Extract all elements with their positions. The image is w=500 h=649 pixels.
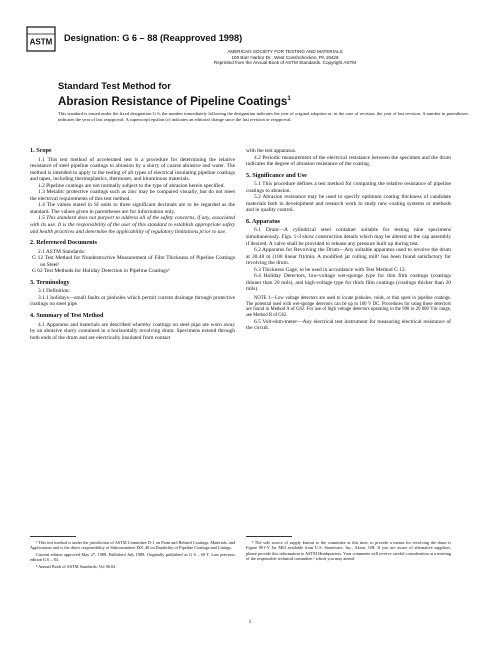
paragraph: 2.1 ASTM Standards:	[38, 248, 86, 255]
paragraph: 1.2 Pipeline coatings are not normally subject to the type of abrasion herein specified.	[38, 182, 225, 189]
footnote: ¹ This test method is under the jurisdiction of ASTM Committee D-1 on Paint and Related Coatings, Materials, and Applications and is the direct responsibility of Subcommittee D01.48 on Durability of Pipeline Coatings and Linings.	[30, 540, 235, 551]
note-paragraph: NOTE 1—Low voltage detectors are used to locate pinholes, voids, or thin spots in pipeline coatings. The potential used with wet-sponge detectors can be up to 100 V DC. Procedures for using these detectors are found in Method A of G62. For use of high voltage detectors operating in the 900 to 20 000 Vdc range, see Method B of G62.	[246, 295, 451, 319]
footnote-rule-right	[246, 536, 292, 537]
paragraph: 6.2 Apparatus for Revolving the Drum—Any suitable apparatus used to revolve the drum at 30.48 m (100 linear ft)/min. A modified jar rolling mill³ has been found satisfactory for revolving the drum.	[246, 247, 451, 267]
document-title	[58, 80, 478, 109]
paragraph: 3.1 Definition:	[38, 288, 71, 295]
paragraph: 6.1 Drum—A cylindrical steel container suitable for testing nine specimens simultaneously. Figs. 1-3 show construction details which may be altered at the cap assembly if desired. A valve shall be provided to release any pressure built up during test.	[246, 227, 451, 247]
page-number: 1	[248, 619, 252, 625]
paragraph: 5.2 Abrasion resistance may be used to specify optimum coating thickness of candidate materials both in development and research work to study new coating systems or methods and in quality control.	[246, 194, 451, 214]
title-main: Abrasion Resistance of Pipeline Coatings	[58, 94, 288, 108]
section-heading: 6. Apparatus	[246, 217, 281, 225]
footnotes-right	[246, 540, 451, 563]
section-heading: 3. Terminology	[30, 278, 70, 286]
paragraph: 6.3 Thickness Gage, to be used in accordance with Test Method G 12.	[254, 266, 407, 273]
publisher-info	[150, 49, 420, 66]
footnote: ² Annual Book of ASTM Standards, Vol 06.02.	[36, 563, 117, 569]
paragraph: with the test apparatus.	[246, 148, 297, 154]
title-line-2	[58, 92, 478, 109]
paragraph: 1.3 Metallic protective coatings such as zinc may be compared visually, but do not meet the electrical requirements of this test method.	[30, 189, 235, 202]
publisher-line: Reprinted from the Annual Book of ASTM Standards. Copyright ASTM	[213, 60, 357, 66]
paragraph: 5.1 This procedure defines a test method for comparing the relative resistance of pipeline coatings to abrasion.	[246, 181, 451, 194]
title-footnote-mark: 1	[287, 96, 291, 102]
paragraph: 1.4 The values stated in SI units to three significant decimals are to be regarded as the standard. The values given in parentheses are for information only.	[30, 202, 235, 215]
footnote: Current edition approved May 27, 1988. Published July 1988. Originally published as G 6 – 69 T. Last previous edition G 6 – 83.	[30, 551, 235, 563]
right-column	[246, 148, 451, 332]
logo-text: ASTM	[29, 37, 53, 47]
left-column	[30, 148, 235, 341]
paragraph: 1.1 This test method of accelerated test is a procedure for determining the relative resistance of steel pipeline coatings to abrasion by a slurry of coarse abrasive and water. The method is intended to apply to the testing of all types of electrical insulating pipeline coatings and tapes, including thermoplastics, thermoset, and bituminous materials.	[30, 156, 235, 183]
paragraph: 6.4 Holiday Detectors, low-voltage wet-sponge type for thin film coatings (coatings thinner than 20 mils), and high-voltage type for thick film coatings (coatings thicker than 20 mils).	[246, 273, 451, 293]
publisher-line: AMERICAN SOCIETY FOR TESTING AND MATERIALS	[227, 49, 343, 54]
section-heading: 4. Summary of Test Method	[30, 312, 104, 320]
paragraph: 4.1 Apparatus and materials are described whereby coatings on steel pipe are worn away by an abrasive slurry contained in a horizontally revolving drum. Specimens extend through both ends of the drum and are electrically insulated from contact	[30, 321, 235, 341]
issuance-note: This standard is issued under the fixed designation G 6; the number immediately following the designation indicates the year of original adoption or, in the case of revision, the year of last revision. A number in parentheses indicates the year of last reapproval. A superscript epsilon (ε) indicates an editorial change since the last revision or reapproval.	[58, 111, 468, 123]
designation: Designation: G 6 – 88 (Reapproved 1998)	[64, 33, 243, 43]
paragraph: 1.5 This standard does not purport to address all of the safety concerns, if any, associated with its use. It is the responsibility of the user of this standard to establish appropriate safety and health practices and determine the applicability of regulatory limitations prior to use.	[30, 215, 235, 235]
paragraph: 4.2 Periodic measurement of the electrical resistance between the specimen and the drum indicates the degree of abrasion resistance of the coating.	[246, 154, 451, 168]
footnotes-left	[30, 540, 235, 570]
footnote-rule-left	[30, 536, 76, 537]
footnote: ³ The sole source of supply known to the committee at this time, to provide a means for revolving the drum is Figure 801-V Jar Mill available from U.S. Stoneware, Inc., Akron, OH. If you are aware of alternative suppliers, please provide this information to ASTM Headquarters. Your comments will receive careful consideration at a meeting of the responsible technical committee,¹ which you may attend.	[246, 540, 451, 562]
paragraph: 3.1.1 holidays—small faults or pinholes which permit current drainage through protective coatings on steel pipe.	[30, 294, 235, 308]
publisher-line: 100 Barr Harbor Dr., West Conshohocken, PA 19428	[231, 54, 339, 60]
section-heading: 2. Referenced Documents	[30, 239, 98, 247]
section-heading: 1. Scope	[30, 147, 52, 154]
title-line-1: Standard Test Method for	[58, 80, 171, 91]
section-heading: 5. Significance and Use	[246, 171, 307, 179]
reference-entry: G 12 Test Method for Nondestructive Measurement of Film Thickness of Pipeline Coatings on Steel²	[32, 255, 235, 268]
reference-entry: G 62 Test Methods for Holiday Detection in Pipeline Coatings²	[32, 268, 170, 275]
astm-logo-icon	[26, 26, 56, 52]
paragraph: 6.5 Volt-ohm-meter—Any electrical test instrument for measuring electrical resistance of the circuit.	[246, 318, 451, 332]
